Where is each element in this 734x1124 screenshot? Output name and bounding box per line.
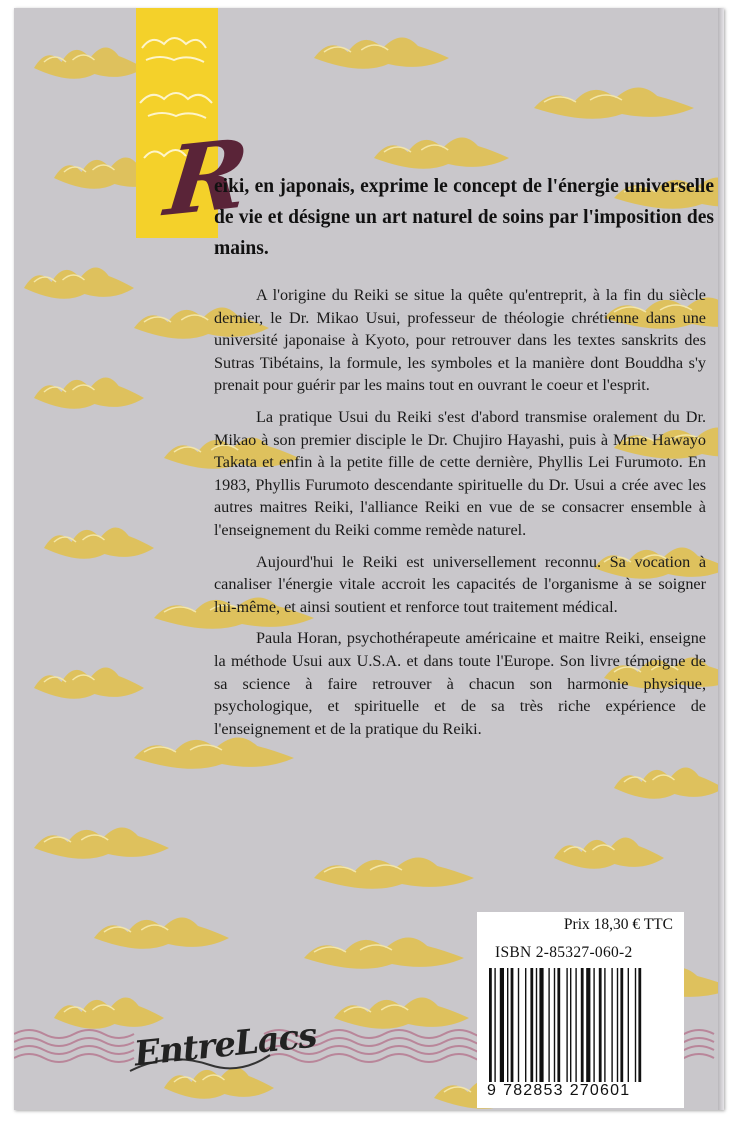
cloud-motif (34, 827, 169, 858)
intro-paragraph: eiki, en japonais, exprime le concept de l'énergie universelle de vie et désigne un art naturel de soins par l'imposition des mains. (214, 176, 714, 259)
cloud-motif (34, 667, 144, 698)
barcode-bar (525, 968, 526, 1082)
barcode-bar (617, 968, 618, 1082)
barcode-bar (507, 968, 508, 1082)
ean-group-left: 782853 (503, 1082, 564, 1099)
cloud-motif (44, 527, 154, 558)
barcode-bar (489, 968, 492, 1082)
publisher-logo (122, 1013, 319, 1093)
barcode-bar (500, 968, 504, 1082)
barcode-bar (628, 968, 629, 1082)
barcode-bar (599, 968, 602, 1082)
cloud-motif (34, 47, 144, 78)
barcode-bar (620, 968, 623, 1082)
paragraph-recognition: Aujourd'hui le Reiki est universellement reconnu. Sa vocation à canaliser l'énergie vitale accroit les capacités de l'organisme à se soigner lui-même, et ainsi soutient et renforce tout traitement médical. (214, 552, 706, 616)
cloud-motif (94, 917, 229, 948)
paragraph-origin: A l'origine du Reiki se situe la quête qu'entreprit, à la fin du siècle dernier, le Dr. Mikao Usui, professeur de théologie chrétienne dans une université japonaise à Kyoto, pour retrouver dans les textes sanskrits des Sutras Tibétains, la formule, les symboles et la manière dont Bouddha s'y prenait pour guérir par les mains tout en ouvrant le coeur et l'esprit. (214, 286, 706, 395)
barcode-bar (593, 968, 594, 1082)
cloud-motif (314, 857, 474, 888)
paragraph-lineage: La pratique Usui du Reiki s'est d'abord transmise oralement du Dr. Mikao à son premier disciple le Dr. Chujiro Hayashi, puis à Mme Hawayo Takata et enfin à la petite fille de cette dernière, Phyllis Lei Furumoto. En 1983, Phyllis Furumoto descendante spirituelle du Dr. Usui a crée avec les autres maitres Reiki, l'alliance Reiki en vue de se consacrer ensemble à l'enseignement du Reiki comme remède naturel. (214, 407, 706, 539)
barcode-bar (557, 968, 560, 1082)
ean-digits (487, 1082, 683, 1100)
barcode-icon (489, 968, 677, 1082)
barcode-bar (494, 968, 495, 1082)
cloud-motif (314, 37, 449, 68)
barcode-bar (530, 968, 533, 1082)
barcode-bar (570, 968, 571, 1082)
cloud-motif (304, 937, 464, 968)
barcode-bar (638, 968, 641, 1082)
dropcap-letter: R (160, 117, 254, 238)
barcode-bar (548, 968, 549, 1082)
ean-prefix: 9 (487, 1082, 498, 1099)
barcode-label (477, 912, 684, 1108)
barcode-bar (511, 968, 514, 1082)
cloud-motif (614, 767, 724, 798)
barcode-bar (554, 968, 555, 1082)
barcode-bar (635, 968, 636, 1082)
barcode-bar (586, 968, 590, 1082)
paragraph-author: Paula Horan, psychothérapeute américaine et maitre Reiki, enseigne la méthode Usui aux U.S.A. et dans toute l'Europe. Son livre témoigne de sa science à faire retrouver à chacun son harmonie physique, psychologique, et spirituelle et de sa très riche expérience de l'enseignement et de la pratique du Reiki. (214, 629, 706, 738)
cloud-motif (554, 837, 664, 868)
cloud-motif (34, 377, 144, 408)
barcode-bar (536, 968, 537, 1082)
barcode-bar (604, 968, 605, 1082)
book-back-cover (14, 8, 724, 1110)
isbn-text: ISBN 2-85327-060-2 (495, 944, 633, 961)
barcode-bar (575, 968, 576, 1082)
barcode-bar (611, 968, 612, 1082)
description-text (214, 284, 706, 749)
cloud-motif (534, 87, 694, 118)
cover-edge (718, 8, 724, 1110)
barcode-bar (539, 968, 543, 1082)
ean-group-right: 270601 (569, 1082, 631, 1099)
publisher-logo-text: EntreLacs (132, 1015, 319, 1075)
cloud-motif (24, 267, 134, 298)
barcode-bar (518, 968, 519, 1082)
barcode-bar (566, 968, 567, 1082)
price-text: Prix 18,30 € TTC (563, 916, 673, 933)
barcode-bar (581, 968, 584, 1082)
cloud-motif (374, 137, 509, 168)
